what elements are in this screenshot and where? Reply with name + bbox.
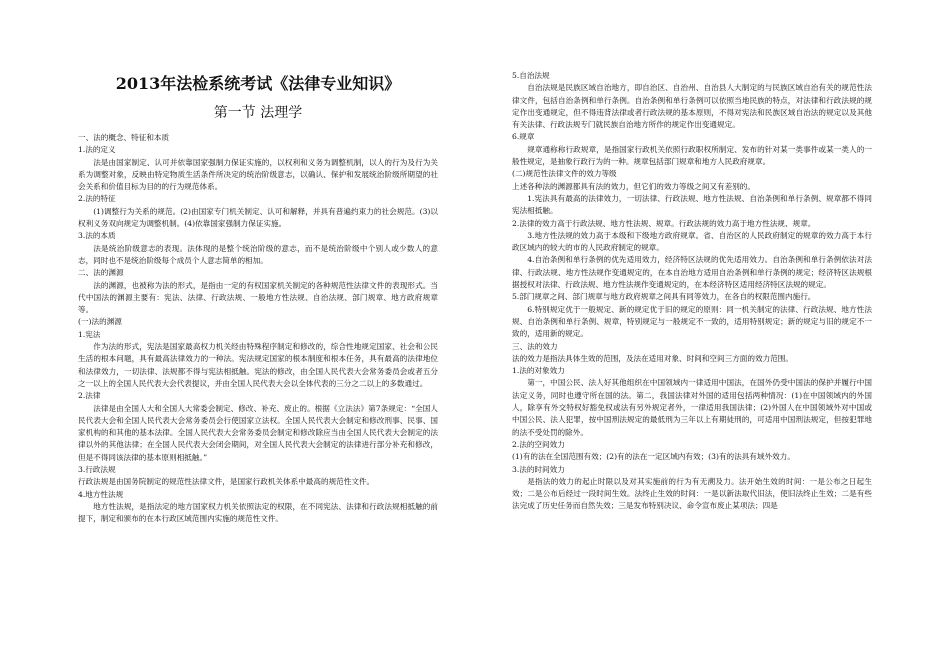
document-title: 2013年法检系统考试《法律专业知识》 <box>115 74 401 93</box>
paragraph: 4.自治条例和单行条例的优先适用效力，经济特区法规的优先适用效力。自治条例和单行条例依法对法律、行政法规、地方性法规作变通规定的，在本自治地方适用自治条例和单行条例的规定；经济特区法规根据授权对法律、行政法规、地方性法规作变通规定的，在本经济特区适用经济特区法规的规定。 <box>512 255 872 290</box>
paragraph: 6.特别规定优于一般规定、新的规定优于旧的规定的原则：同一机关制定的法律、行政法规、地方性法规、自治条例和单行条例、规章，特别规定与一般规定不一致的，适用特别规定；新的规定与旧的规定不一致的，适用新的规定。 <box>512 304 872 339</box>
paragraph: 3.行政法规 <box>78 465 116 475</box>
paragraph: 1.宪法 <box>78 329 101 339</box>
paragraph: 第一，中国公民、法人好其他组织在中国领域内一律适用中国法，在国外仍受中国法的保护并履行中国法定义务，同时也遵守所在国的法。第二，我国法律对外国的适用包括两种情况：(1)在中国领域内的外国人，除享有外交特权好豁免权或法有另外规定者外，一律适用我国法律；(2)外国人在中国领域外对中国或中国公民、法人犯罪，按中国刑法规定的最低刑为三年以上有期徒刑的，可适用中国刑法规定，但按犯罪地的法不受处罚的除外。 <box>512 378 872 437</box>
paragraph: 1.宪法具有最高的法律效力，一切法律、行政法规、地方性法规、自治条例和单行条例、规章都不得同宪法相抵触。 <box>512 193 872 216</box>
paragraph: 规章通称称行政规章，是指国家行政机关依照行政职权所制定、发布的针对某一类事件或某一类人的一般性规定，是抽象行政行为的一种。规章包括部门规章和地方人民政府规章。 <box>512 144 872 167</box>
paragraph: 三、法的效力 <box>512 341 558 351</box>
paragraph: 法是由国家制定、认可并依靠国家强制力保证实施的，以权利和义务为调整机制，以人的行为及行为关系为调整对象，反映由特定物质生活条件所决定的统治阶级意志，以确认、保护和发展统治阶级所期望的社会关系和价值目标为目的的行为规范体系。 <box>78 157 438 192</box>
paragraph: 法是统治阶级意志的表现。法体现的是整个统治阶级的意志，而不是统治阶级中个别人或少数人的意志，同时也不是统治阶级每个成员个人意志简单的相加。 <box>78 243 438 265</box>
right-body <box>512 70 872 513</box>
paragraph: 4.地方性法规 <box>78 489 124 499</box>
paragraph: 法律是由全国人大和全国人大常委会制定、修改、补充、废止的。根据《立法法》第7条规定：“全国人民代表大会和全国人民代表大会常务委员会行使国家立法权。全国人民代表大会制定和修改刑事、民事、国家机构的和其他的基本法律。全国人民代表大会常务委员会制定和修改除应当由全国人民代表大会制定的法律以外的其他法律；在全国人民代表大会闭会期间，对全国人民代表大会制定的法律进行部分补充和修改，但是不得同该法律的基本原则相抵触。” <box>78 403 438 462</box>
paragraph: 是指法的效力的起止时限以及对其实施前的行为有无溯及力。法开始生效的时间：一是公布之日起生效；二是公布后经过一段时间生效。法终止生效的时间：一是以新法取代旧法，使旧法终止生效；二是有些法完成了历史任务而自然失效；三是发布特别决议、命令宣布废止某项法；四是 <box>512 476 872 511</box>
left-column <box>78 70 438 526</box>
left-body <box>78 132 438 526</box>
right-column <box>512 70 872 513</box>
paragraph: 2.法律 <box>78 391 101 401</box>
paragraph: (1)调整行为关系的规范。(2)由国家专门机关制定、认可和解释，并具有普遍约束力的社会规范。(3)以权利义务双向规定为调整机制。(4)依靠国家强制力保证实施。 <box>78 206 438 229</box>
paragraph: 3.法的本质 <box>78 231 116 241</box>
paragraph: 2.法的特征 <box>78 194 116 204</box>
paragraph: 6.规章 <box>512 132 535 142</box>
paragraph: 1.法的定义 <box>78 145 116 155</box>
paragraph: 5.部门规章之间、部门规章与地方政府规章之间具有同等效力，在各自的权限范围内施行。 <box>512 292 816 302</box>
paragraph: 法的效力是指法具体生效的范围，及法在适用对象、时间和空间三方面的效力范围。 <box>512 353 793 363</box>
paragraph: 2.法律的效力高于行政法规、地方性法规、规章。行政法规的效力高于地方性法规、规章。 <box>512 218 816 228</box>
paragraph: (一)法的渊源 <box>78 317 122 327</box>
paragraph: 3.地方性法规的效力高于本级和下级地方政府规章。省、自治区的人民政府制定的规章的效力高于本行政区域内的较大的市的人民政府制定的规章。 <box>512 230 872 253</box>
paragraph: (1)有的法在全国范围有效；(2)有的法在一定区域内有效；(3)有的法具有域外效力。 <box>512 452 795 462</box>
paragraph: 作为法的形式，宪法是国家最高权力机关经由特殊程序制定和修改的，综合性地规定国家、社会和公民生活的根本问题，具有最高法律效力的一种法。宪法规定国家的根本制度和根本任务，具有最高的法律地位和法律效力，一切法律、法规都不得与宪法相抵触。宪法的修改，由全国人民代表大会常务委员会或者五分之一以上的全国人民代表大会代表提议，并由全国人民代表大会以全体代表的三分之二以上的多数通过。 <box>78 342 438 388</box>
section-title: 第一节 法理学 <box>213 105 303 121</box>
paragraph: 一、法的概念、特征和本质 <box>78 133 170 142</box>
paragraph: 5.自治法规 <box>512 71 550 80</box>
paragraph: 3.法的时间效力 <box>512 464 565 474</box>
paragraph: 二、法的渊源 <box>78 268 124 278</box>
paragraph: 1.法的对象效力 <box>512 366 565 376</box>
paragraph: 法的渊源，也被称为法的形式，是指由一定的有权国家机关制定的各种规范性法律文件的表现形式。当代中国法的渊源主要有：宪法、法律、行政法规、一般地方性法规、自治法规、部门规章、地方政府规章等。 <box>78 280 438 315</box>
paragraph: 地方性法规，是指法定的地方国家权力机关依照法定的权限，在不同宪法、法律和行政法规相抵触的前提下，制定和颁布的在本行政区域范围内实施的规范性文件。 <box>78 501 438 524</box>
paragraph: (二)规范性法律文件的效力等级 <box>512 169 617 179</box>
paragraph: 上述各种法的渊源都具有法的效力，但它们的效力等级之间又有差别的。 <box>512 181 755 191</box>
paragraph: 2.法的空间效力 <box>512 439 565 449</box>
paragraph: 自治法规是民族区域自治地方，即自治区、自治州、自治县人大制定的与民族区域自治有关的规范性法律文件，包括自治条例和单行条例。自治条例和单行条例可以依照当地民族的特点，对法律和行政法规的规定作出变通规定，但不得违背法律或者行政法规的基本原则，不得对宪法和民族区域自治法的规定以及其他有关法律、行政法规专门就民族自治地方所作的规定作出变通规定。 <box>512 83 872 130</box>
paragraph: 行政法规是由国务院制定的规范性法律文件，是国家行政机关体系中最高的规范性文件。 <box>78 477 375 487</box>
